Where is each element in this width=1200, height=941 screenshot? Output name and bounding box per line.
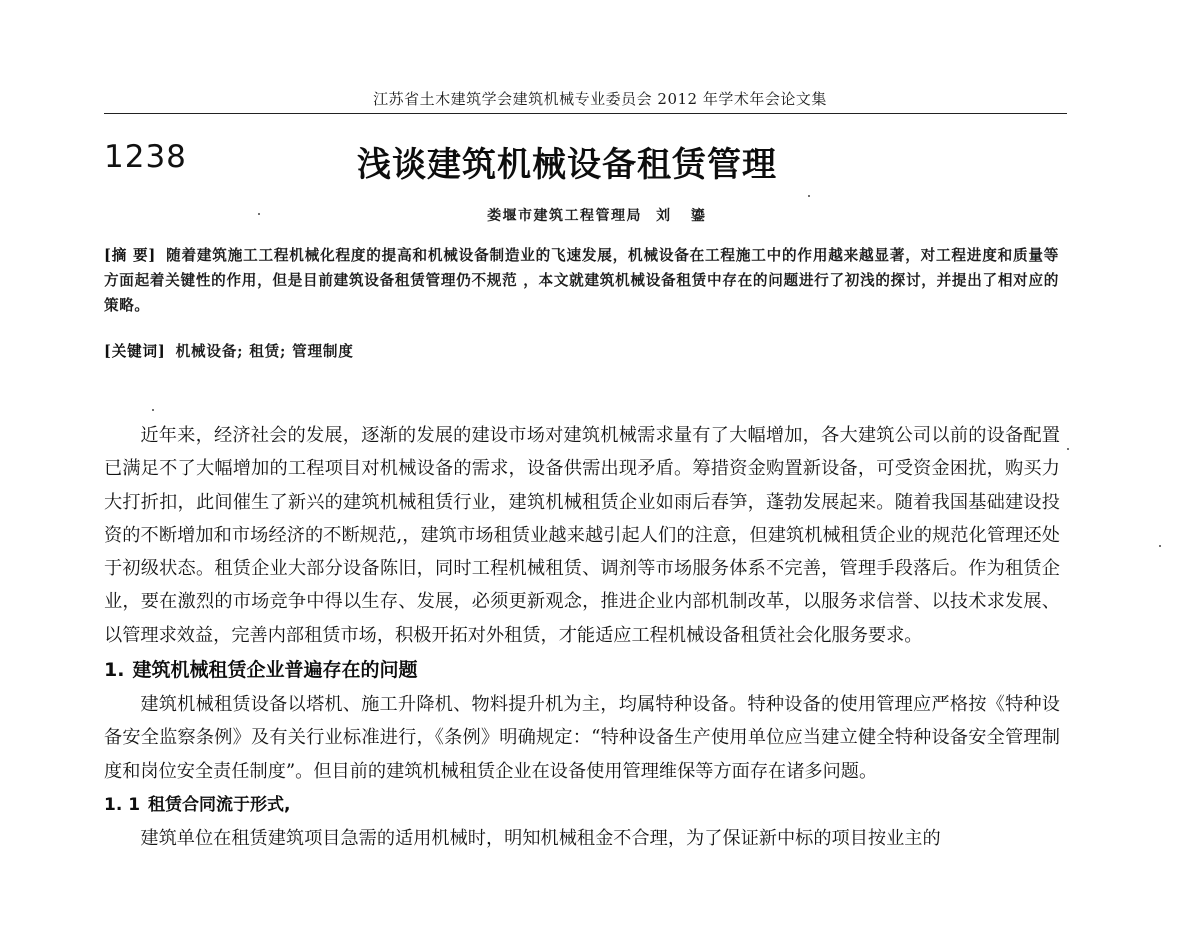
section-1-heading	[104, 652, 1060, 688]
scan-speck	[258, 213, 260, 215]
intro-paragraph: 近年来，经济社会的发展，逐渐的发展的建设市场对建筑机械需求量有了大幅增加，各大建筑公司以前的设备配置已满足不了大幅增加的工程项目对机械设备的需求，设备供需出现矛盾。筹措资金购置新设备，可受资金困扰，购买力大打折扣，此间催生了新兴的建筑机械租赁行业，建筑机械租赁企业如雨后春笋，蓬勃发展起来。随着我国基础建设投资的不断增加和市场经济的不断规范,，建筑市场租赁业越来越引起人们的注意，但建筑机械租赁企业的规范化管理还处于初级状态。租赁企业大部分设备陈旧，同时工程机械租赁、调剂等市场服务体系不完善，管理手段落后。作为租赁企业，要在激烈的市场竞争中得以生存、发展，必须更新观念，推进企业内部机制改革，以服务求信誉、以技术求发展、以管理求效益，完善内部租赁市场，积极开拓对外租赁，才能适应工程机械设备租赁社会化服务要求。	[104, 425, 1060, 646]
author-name: 刘 鎏	[656, 208, 713, 224]
section-1-paragraph: 建筑机械租赁设备以塔机、施工升降机、物料提升机为主，均属特种设备。特种设备的使用管理应严格按《特种设备安全监察条例》及有关行业标准进行，《条例》明确规定：“特种设备生产使用单位应当建立健全特种设备安全管理制度和岗位安全责任制度”。但目前的建筑机械租赁企业在设备使用管理维保等方面存在诸多问题。	[104, 694, 1060, 782]
scan-speck	[1067, 448, 1069, 450]
abstract	[104, 243, 1059, 318]
author-line	[0, 205, 1200, 225]
section-1-1-title: 租赁合同流于形式,	[148, 794, 291, 815]
paper-title: 浅谈建筑机械设备租赁管理	[357, 145, 777, 185]
abstract-text: 随着建筑施工工程机械化程度的提高和机械设备制造业的飞速发展，机械设备在工程施工中的作用越来越显著，对工程进度和质量等方面起着关键性的作用，但是目前建筑设备租赁管理仍不规范 ，本文就建筑机械设备租赁中存在的问题进行了初浅的探讨，并提出了相对应的策略。	[104, 247, 1059, 314]
running-header: 江苏省土木建筑学会建筑机械专业委员会 2012 年学术年会论文集	[373, 90, 827, 108]
scan-speck	[1159, 545, 1161, 547]
scan-speck	[808, 195, 810, 197]
section-1-1-paragraph: 建筑单位在租赁建筑项目急需的适用机械时，明知机械租金不合理，为了保证新中标的项目按业主的	[140, 827, 941, 849]
keywords-text: 机械设备; 租赁; 管理制度	[175, 343, 354, 360]
section-1-1-number: 1. 1	[104, 794, 141, 815]
header-rule	[104, 113, 1067, 114]
section-1-title: 建筑机械租赁企业普遍存在的问题	[132, 659, 418, 682]
section-1-number: 1.	[104, 659, 125, 682]
keywords	[104, 340, 354, 361]
abstract-label: [摘 要]	[104, 247, 156, 264]
paper-number: 1238	[104, 139, 187, 175]
scan-speck	[152, 409, 154, 411]
section-1-1-heading	[104, 788, 1060, 822]
keywords-label: [关键词]	[104, 343, 166, 360]
body-text	[104, 419, 1060, 855]
author-affiliation: 娄堰市建筑工程管理局	[487, 208, 643, 224]
